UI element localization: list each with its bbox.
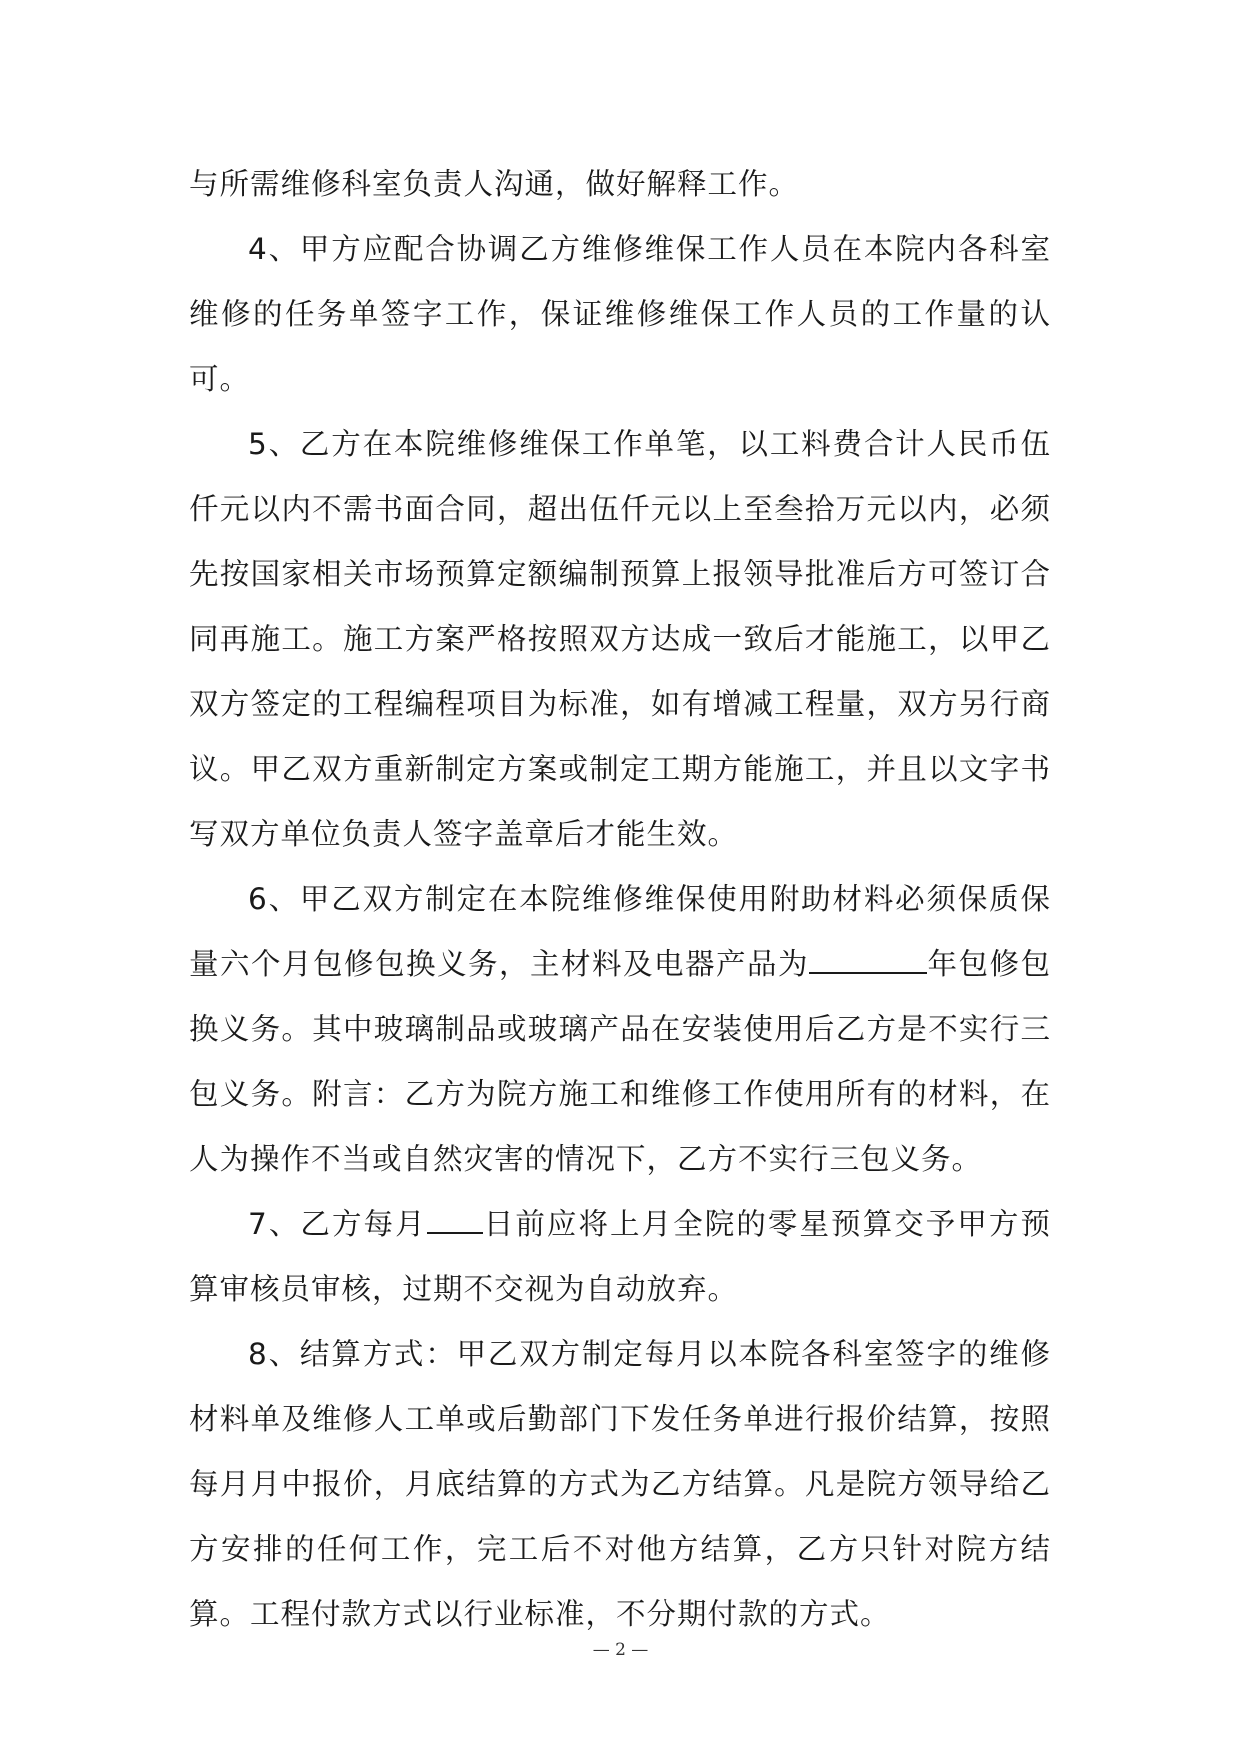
clause-6-text-after-blank: 年包修包换义务。其中玻璃制品或玻璃产品在安装使用后乙方是不实行三包义务。附言：乙方为院方施工和维修工作使用所有的材料，在人为操作不当或自然灾害的情况下，乙方不实行三包义务。 bbox=[189, 947, 1051, 1176]
paragraph-clause-4: 4、甲方应配合协调乙方维修维保工作人员在本院内各科室维修的任务单签字工作，保证维修维保工作人员的工作量的认可。 bbox=[189, 232, 1051, 396]
clause-6-text-before-blank: 6、甲乙双方制定在本院维修维保使用附助材料必须保质保量六个月包修包换义务，主材料及电器产品为 bbox=[189, 882, 1051, 981]
paragraph-clause-6 bbox=[189, 867, 1051, 1192]
clause-7-text-before-blank: 7、乙方每月 bbox=[248, 1207, 427, 1241]
paragraph-continuation: 与所需维修科室负责人沟通，做好解释工作。 bbox=[189, 167, 800, 201]
paragraph-clause-7 bbox=[189, 1192, 1051, 1322]
paragraph-clause-5: 5、乙方在本院维修维保工作单笔，以工料费合计人民币伍仟元以内不需书面合同，超出伍仟元以上至叁拾万元以内，必须先按国家相关市场预算定额编制预算上报领导批准后方可签订合同再施工。施工方案严格按照双方达成一致后才能施工，以甲乙双方签定的工程编程项目为标准，如有增减工程量，双方另行商议。甲乙双方重新制定方案或制定工期方能施工，并且以文字书写双方单位负责人签字盖章后才能生效。 bbox=[189, 427, 1051, 851]
warranty-years-blank bbox=[809, 941, 927, 974]
document-body bbox=[189, 152, 1051, 1647]
clause-7-text-after-blank: 日前应将上月全院的零星预算交予甲方预算审核员审核，过期不交视为自动放弃。 bbox=[189, 1207, 1051, 1306]
paragraph-clause-8: 8、结算方式：甲乙双方制定每月以本院各科室签字的维修材料单及维修人工单或后勤部门下发任务单进行报价结算，按照每月月中报价，月底结算的方式为乙方结算。凡是院方领导给乙方安排的任何工作，完工后不对他方结算，乙方只针对院方结算。工程付款方式以行业标准，不分期付款的方式。 bbox=[189, 1337, 1051, 1631]
page-number: — 2 — bbox=[592, 1640, 649, 1660]
monthly-day-blank bbox=[427, 1201, 483, 1234]
